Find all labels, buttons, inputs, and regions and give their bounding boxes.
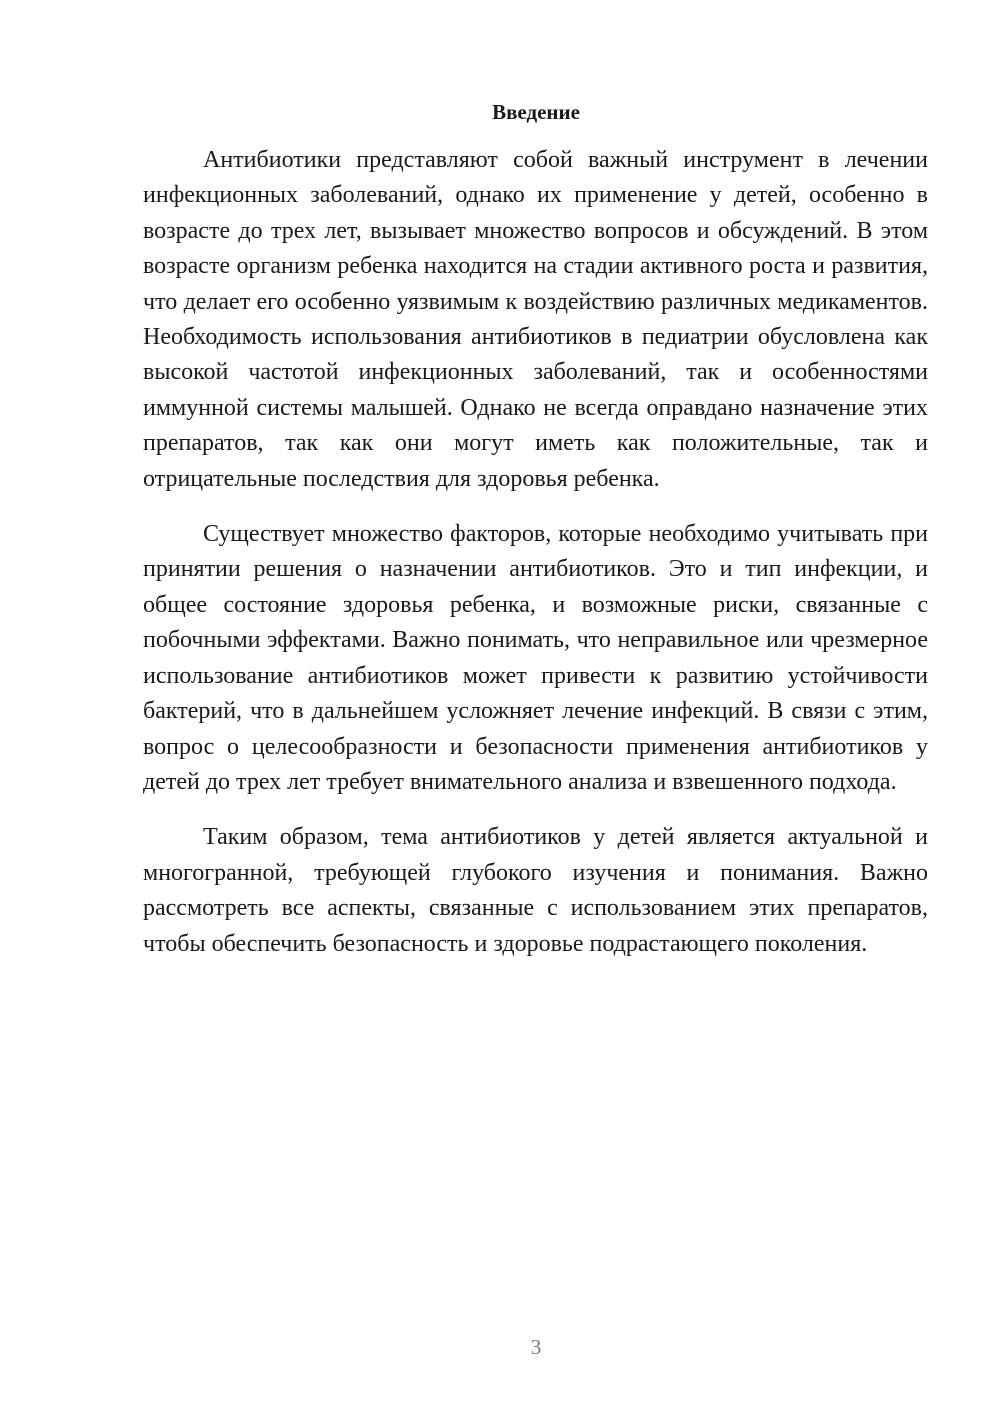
- body-text: [143, 143, 928, 962]
- section-heading: Введение: [492, 100, 580, 124]
- page-number: 3: [530, 1335, 542, 1359]
- paragraph-2: Существует множество факторов, которые необходимо учитывать при принятии решения о назначении антибиотиков. Это и тип инфекции, и общее состояние здоровья ребенка, и возможные риски, связанные с побочными эффектами. Важно понимать, что неправильное или чрезмерное использование антибиотиков может привести к развитию устойчивости бактерий, что в дальнейшем усложняет лечение инфекций. В связи с этим, вопрос о целесообразности и безопасности применения антибиотиков у детей до трех лет требует внимательного анализа и взвешенного подхода.: [143, 521, 928, 795]
- paragraph-3: Таким образом, тема антибиотиков у детей является актуальной и многогранной, требующей глубокого изучения и понимания. Важно рассмотреть все аспекты, связанные с использованием этих препаратов, чтобы обеспечить безопасность и здоровье подрастающего поколения.: [143, 824, 928, 957]
- paragraph-1: Антибиотики представляют собой важный инструмент в лечении инфекционных заболеваний, однако их применение у детей, особенно в возрасте до трех лет, вызывает множество вопросов и обсуждений. В этом возрасте организм ребенка находится на стадии активного роста и развития, что делает его особенно уязвимым к воздействию различных медикаментов. Необходимость использования антибиотиков в педиатрии обусловлена как высокой частотой инфекционных заболеваний, так и особенностями иммунной системы малышей. Однако не всегда оправдано назначение этих препаратов, так как они могут иметь как положительные, так и отрицательные последствия для здоровья ребенка.: [143, 147, 928, 492]
